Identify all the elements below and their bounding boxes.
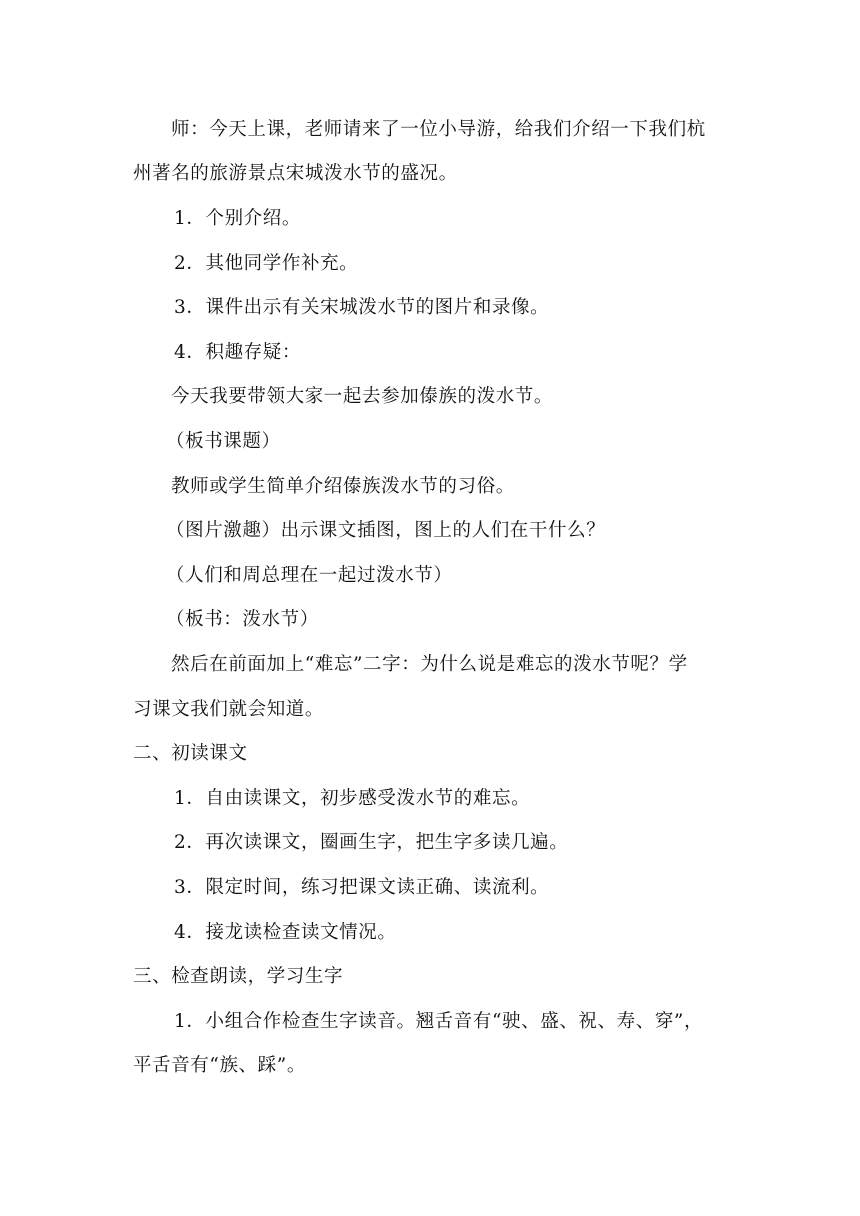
paragraph-unforgettable-line1: 然后在前面加上“难忘”二字：为什么说是难忘的泼水节呢？学 [171,654,688,675]
list-item-timed-reading: 3．限定时间，练习把课文读正确、读流利。 [174,877,550,898]
list-item-group-check-line2: 平舌音有“族、踩”。 [133,1055,306,1076]
paragraph-picture: （图片激趣）出示课文插图，图上的人们在干什么？ [166,520,606,541]
list-item-interest-question: 4．积趣存疑： [174,342,301,363]
paragraph-lead-in: 今天我要带领大家一起去参加傣族的泼水节。 [171,386,554,407]
list-item-free-reading: 1．自由读课文，初步感受泼水节的难忘。 [174,788,531,809]
section-heading-check-reading: 三、检查朗读，学习生字 [133,966,344,987]
paragraph-blackboard-title: （板书课题） [166,431,281,452]
list-item-group-check-line1: 1．小组合作检查生字读音。翘舌音有“驶、盛、祝、寿、穿”， [174,1011,704,1032]
paragraph-answer: （人们和周总理在一起过泼水节） [166,565,453,586]
paragraph-unforgettable-line2: 习课文我们就会知道。 [133,699,325,720]
paragraph-intro-line1: 师：今天上课，老师请来了一位小导游，给我们介绍一下我们杭 [171,119,706,140]
list-item-relay-reading: 4．接龙读检查读文情况。 [174,922,397,943]
list-item-classmates-supplement: 2．其他同学作补充。 [174,253,359,274]
paragraph-blackboard-festival: （板书：泼水节） [166,609,319,630]
list-item-individual-intro: 1．个别介绍。 [174,208,301,229]
list-item-courseware: 3．课件出示有关宋城泼水节的图片和录像。 [174,297,550,318]
paragraph-customs: 教师或学生简单介绍傣族泼水节的习俗。 [171,476,515,497]
section-heading-first-reading: 二、初读课文 [133,743,248,764]
list-item-second-reading: 2．再次读课文，圈画生字，把生字多读几遍。 [174,832,569,853]
paragraph-intro-line2: 州著名的旅游景点宋城泼水节的盛况。 [133,163,458,184]
